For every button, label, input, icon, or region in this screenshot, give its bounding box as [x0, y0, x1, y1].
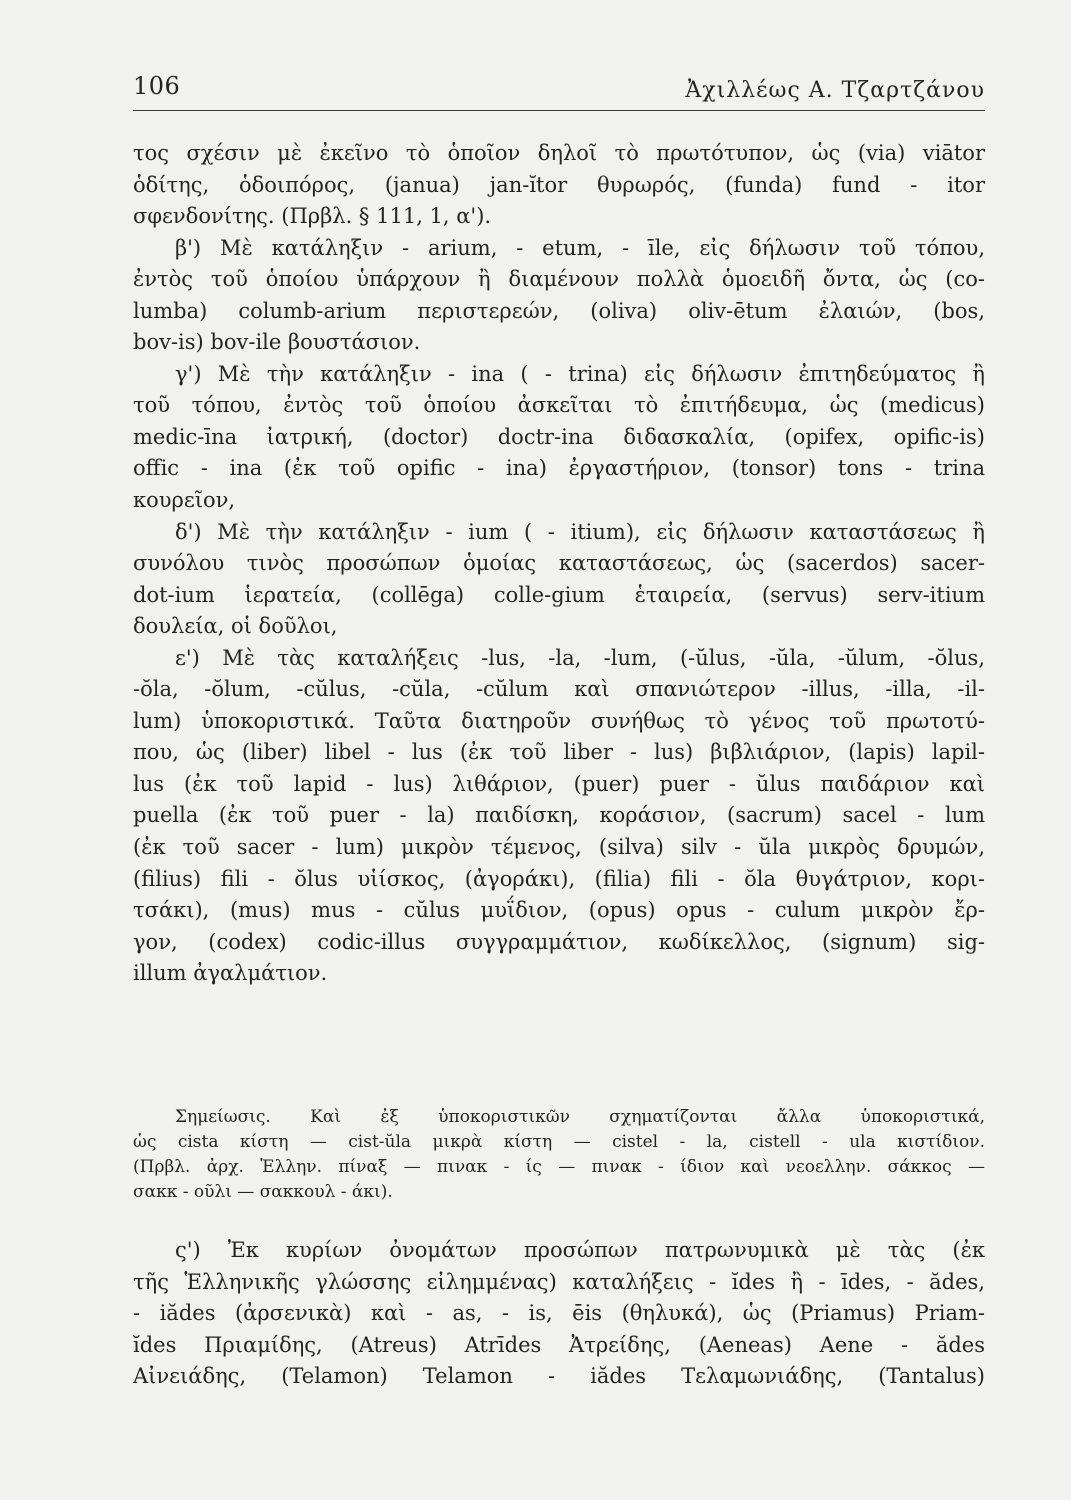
text-line: κουρεῖον, — [133, 488, 236, 513]
text-line: δουλεία, οἱ δοῦλοι, — [133, 614, 338, 639]
text-line: lus (ἐκ τοῦ lapid - lus) λιθάριον, (puer) puer - ŭlus παιδάριον καὶ — [133, 771, 985, 796]
page-number: 106 — [133, 72, 181, 100]
text-line: dot-ium ἱερατεία, (collēga) colle-gium ἑταιρεία, (servus) serv-itium — [133, 582, 985, 607]
text-line: που, ὡς (liber) libel - lus (ἐκ τοῦ liber - lus) βιβλιάριον, (lapis) lapil- — [133, 740, 985, 765]
text-line: τοῦ τόπου, ἐντὸς τοῦ ὁποίου ἀσκεῖται τὸ ἐπιτήδευμα, ὡς (medicus) — [133, 393, 985, 418]
continuation-text — [133, 1235, 985, 1393]
text-line: offic - ina (ἐκ τοῦ opific - ina) ἐργαστήριον, (tonsor) tons - trina — [133, 456, 985, 481]
note-section — [133, 1105, 985, 1205]
text-line: ς') Ἐκ κυρίων ὀνομάτων προσώπων πατρωνυμικὰ μὲ τὰς (ἐκ — [175, 1238, 985, 1262]
text-line: ε') Μὲ τὰς καταλήξεις -lus, -la, -lum, (-ŭlus, -ŭla, -ŭlum, -ŏlus, — [175, 645, 985, 670]
text-line: (ἐκ τοῦ sacer - lum) μικρὸν τέμενος, (silva) silv - ŭla μικρὸς δρυμών, — [133, 835, 985, 860]
note-line: ὡς cista κίστη — cist-ŭla μικρὰ κίστη — cistel - la, cistell - ula κιστίδιον. — [133, 1132, 985, 1152]
text-line: (filius) fili - ŏlus υἱίσκος, (ἀγοράκι), (filia) fili - ŏla θυγάτριον, κορι- — [133, 866, 985, 891]
text-line: τῆς Ἑλληνικῆς γλώσσης εἰλημμένας) καταλήξεις - ĭdes ἢ - īdes, - ădes, — [133, 1269, 985, 1294]
text-line: - iădes (ἀρσενικὰ) καὶ - as, - is, ēis (θηλυκά), ὡς (Priamus) Priam- — [133, 1301, 985, 1326]
text-line: ὁδίτης, ὁδοιπόρος, (janua) jan-ĭtor θυρωρός, (funda) fund - itor — [133, 172, 985, 197]
text-line: ĭdes Πριαμίδης, (Atreus) Atrīdes Ἀτρείδης, (Aeneas) Aene - ădes — [133, 1332, 985, 1357]
text-line: puella (ἐκ τοῦ puer - la) παιδίσκη, κοράσιον, (sacrum) sacel - lum — [133, 803, 985, 828]
text-line: σφενδονίτης. (Πρβλ. § 111, 1, α'). — [133, 204, 492, 229]
text-line: συνόλου τινὸς προσώπων ὁμοίας καταστάσεως, ὡς (sacerdos) sacer- — [133, 551, 985, 576]
running-head: Ἀχιλλέως Α. Τζαρτζάνου — [685, 78, 985, 103]
page-header — [133, 72, 985, 108]
note-line: σακκ - οῦλι — σακκουλ - άκι). — [133, 1182, 393, 1202]
main-text — [133, 138, 985, 990]
text-line: γ') Μὲ τὴν κατάληξιν - ina ( - trina) εἰς δήλωσιν ἐπιτηδεύματος ἢ — [175, 361, 985, 386]
text-line: ἐντὸς τοῦ ὁποίου ὑπάρχουν ἢ διαμένουν πολλὰ ὁμοειδῆ ὄντα, ὡς (co- — [133, 267, 985, 292]
text-line: δ') Μὲ τὴν κατάληξιν - ium ( - itium), εἰς δήλωσιν καταστάσεως ἢ — [175, 519, 985, 544]
text-line: Αἰνειάδης, (Telamon) Telamon - iădes Τελαμωνιάδης, (Tantalus) — [133, 1364, 985, 1389]
text-line: τος σχέσιν μὲ ἐκεῖνο τὸ ὁποῖον δηλοῖ τὸ πρωτότυπον, ὡς (via) viātor — [133, 141, 985, 165]
text-line: bov-is) bov-ile βουστάσιον. — [133, 330, 421, 355]
note-line: (Πρβλ. ἀρχ. Ἑλλην. πίναξ — πινακ - ίς — πινακ - ίδιον καὶ νεοελλην. σάκκος — — [133, 1157, 985, 1177]
text-line: illum ἀγαλμάτιον. — [133, 961, 328, 986]
text-line: β') Μὲ κατάληξιν - arium, - etum, - īle, εἰς δήλωσιν τοῦ τόπου, — [175, 235, 985, 260]
text-line: lum) ὑποκοριστικά. Ταῦτα διατηροῦν συνήθως τὸ γένος τοῦ πρωτοτύ- — [133, 708, 985, 733]
text-line: medic-īna ἰατρική, (doctor) doctr-ina διδασκαλία, (opifex, opific-is) — [133, 424, 985, 449]
text-line: lumba) columb-arium περιστερεών, (oliva) oliv-ētum ἐλαιών, (bos, — [133, 298, 985, 323]
text-line: -ŏla, -ŏlum, -cŭlus, -cŭla, -cŭlum καὶ σπανιώτερον -illus, -illa, -il- — [133, 677, 985, 702]
note-line: Σημείωσις. Καὶ ἐξ ὑποκοριστικῶν σχηματίζονται ἄλλα ὑποκοριστικά, — [175, 1107, 985, 1127]
text-line: γον, (codex) codic-illus συγγραμμάτιον, κωδίκελλος, (signum) sig- — [133, 929, 985, 954]
header-rule — [133, 110, 985, 111]
text-line: τσάκι), (mus) mus - cŭlus μυΐδιον, (opus) opus - culum μικρὸν ἔρ- — [133, 898, 985, 923]
